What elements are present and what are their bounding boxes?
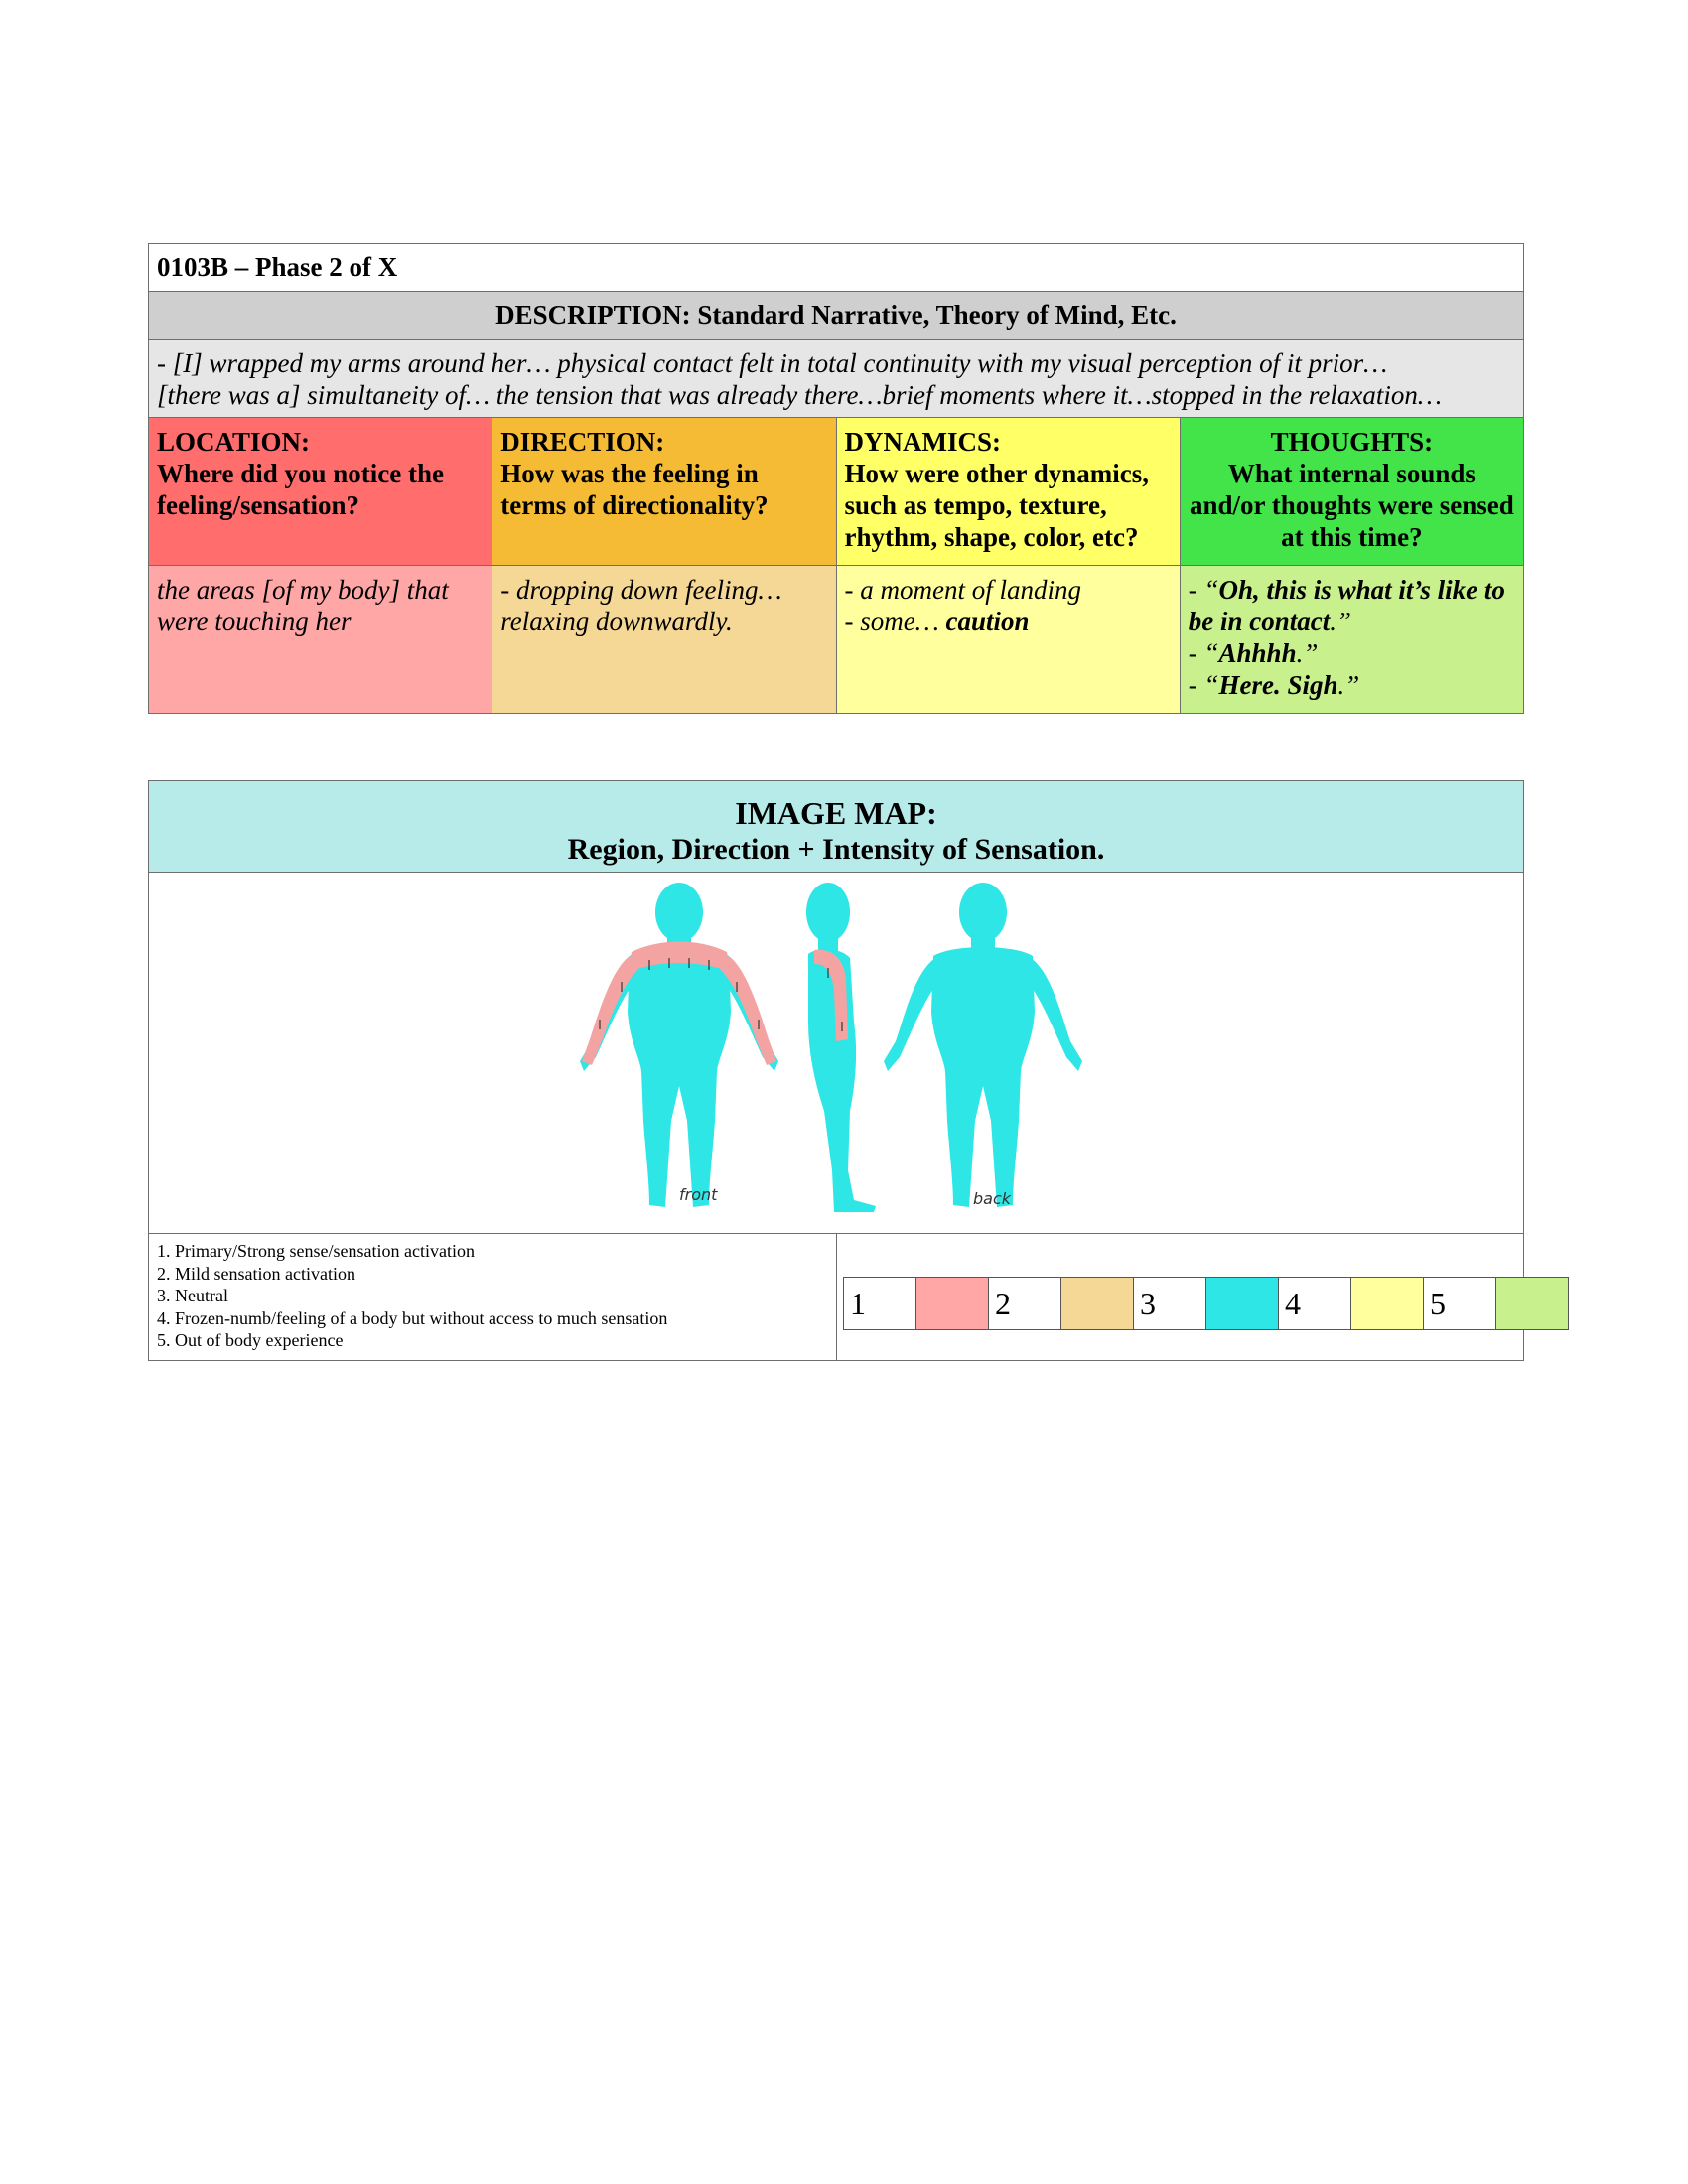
legend-item-2: 2. Mild sensation activation (157, 1263, 355, 1284)
image-map-table (148, 780, 1524, 1361)
dynamics-answer-line-1: - a moment of landing (844, 575, 1081, 605)
image-map-header (149, 781, 1524, 873)
dynamics-answer-line-2 (845, 606, 1172, 637)
description-body (149, 340, 1524, 418)
direction-answer (492, 566, 836, 714)
thought-1-open: - “ (1188, 575, 1219, 605)
dynamics-answer (836, 566, 1180, 714)
direction-answer-line-1: - dropping down feeling… (500, 575, 782, 605)
legend-item-3: 3. Neutral (157, 1286, 228, 1305)
legend-item-4: 4. Frozen-numb/feeling of a body but without access to much sensation (157, 1307, 668, 1328)
thought-2-close: .” (1296, 638, 1319, 668)
body-map-figures (149, 873, 1523, 1228)
scale-swatch-1 (916, 1278, 989, 1330)
image-map-subtitle: Region, Direction + Intensity of Sensation. (567, 833, 1105, 866)
thought-3-close: .” (1337, 670, 1360, 700)
location-header (149, 418, 492, 566)
thoughts-question: What internal sounds and/or thoughts were sensed at this time? (1189, 459, 1514, 552)
description-heading: DESCRIPTION: Standard Narrative, Theory of Mind, Etc. (149, 292, 1524, 340)
direction-answer-line-2: relaxing downwardly. (500, 607, 733, 636)
dynamics-heading: DYNAMICS: (844, 427, 1001, 457)
thoughts-header (1180, 418, 1523, 566)
dynamics-question: How were other dynamics, such as tempo, texture, rhythm, shape, color, etc? (844, 459, 1149, 552)
scale-swatch-5 (1496, 1278, 1569, 1330)
back-figure (884, 883, 1082, 1208)
scale-label-2: 2 (989, 1278, 1061, 1330)
front-label: front (679, 1185, 718, 1204)
thought-2 (1189, 637, 1515, 669)
thought-1-close: .” (1330, 607, 1352, 636)
dynamics-header (836, 418, 1180, 566)
thought-2-open: - “ (1188, 638, 1219, 668)
description-line-2: [there was a] simultaneity of… the tension that was already there…brief moments where it…stopped in the relaxation… (157, 380, 1442, 410)
thought-3 (1189, 669, 1515, 701)
phase-table (148, 243, 1524, 714)
legend-item-1: 1. Primary/Strong sense/sensation activation (157, 1241, 475, 1261)
scale-label-5: 5 (1424, 1278, 1496, 1330)
scale-swatch-4 (1351, 1278, 1424, 1330)
direction-header (492, 418, 836, 566)
scale-swatch-3 (1206, 1278, 1279, 1330)
thoughts-heading: THOUGHTS: (1270, 427, 1434, 457)
direction-question: How was the feeling in terms of directionality? (500, 459, 769, 520)
thought-3-open: - “ (1188, 670, 1219, 700)
thoughts-answer (1180, 566, 1523, 714)
scale-label-1: 1 (844, 1278, 916, 1330)
body-map-cell (149, 873, 1524, 1234)
legend-item-5: 5. Out of body experience (157, 1330, 344, 1350)
thought-1 (1189, 574, 1515, 637)
legend-list (149, 1234, 837, 1361)
dynamics-answer-emphasis: caution (945, 607, 1030, 636)
thought-3-text: Here. Sigh (1218, 670, 1338, 700)
front-figure (580, 883, 778, 1207)
back-label: back (973, 1189, 1012, 1208)
location-heading: LOCATION: (157, 427, 311, 457)
location-answer: the areas [of my body] that were touching her (149, 566, 492, 714)
phase-title: 0103B – Phase 2 of X (149, 244, 1524, 292)
image-map-title: IMAGE MAP: (735, 795, 937, 831)
description-line-1: - [I] wrapped my arms around her… physical contact felt in total continuity with my visual perception of it prior… (157, 348, 1388, 378)
scale-label-3: 3 (1134, 1278, 1206, 1330)
scale-label-4: 4 (1279, 1278, 1351, 1330)
scale-swatch-2 (1061, 1278, 1134, 1330)
intensity-scale (843, 1277, 1569, 1330)
thought-2-text: Ahhhh (1218, 638, 1297, 668)
dynamics-answer-prefix: - some… (844, 607, 946, 636)
direction-heading: DIRECTION: (500, 427, 665, 457)
location-question: Where did you notice the feeling/sensation? (157, 459, 444, 520)
side-figure (806, 883, 876, 1212)
thought-1-text: Oh, this is what it’s like to be in contact (1188, 575, 1505, 636)
